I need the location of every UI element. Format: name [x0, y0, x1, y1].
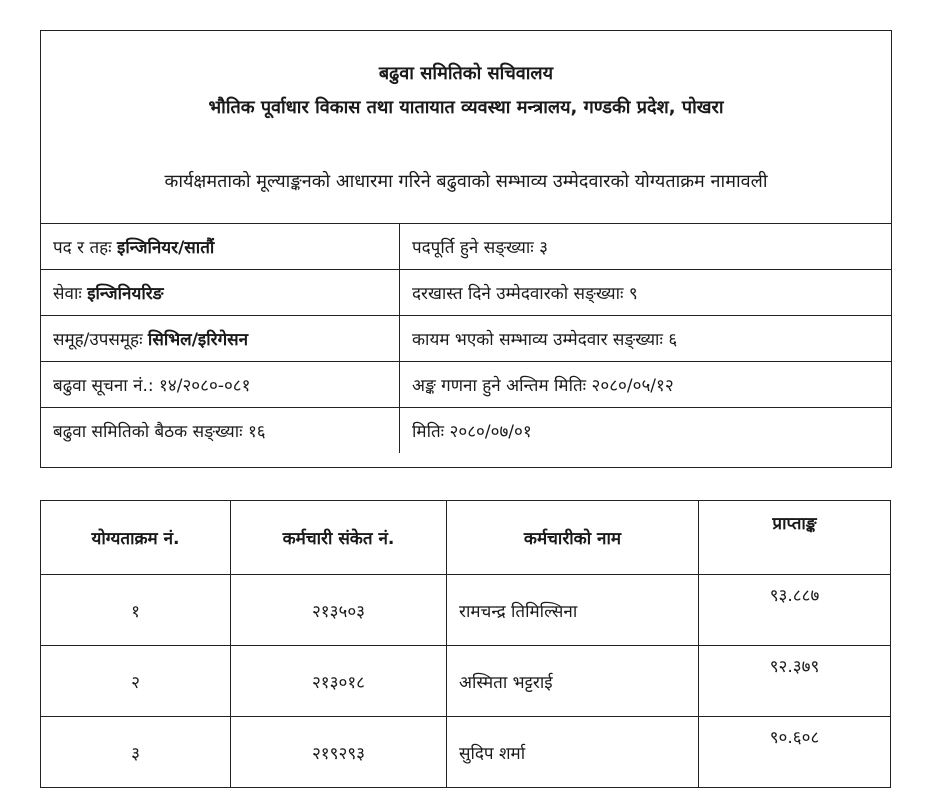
info-value: इन्जिनियर/सातौं: [117, 238, 215, 258]
info-cell-left: [41, 408, 400, 454]
info-label: बढुवा समितिको बैठक सङ्ख्याः: [53, 422, 243, 442]
info-value: ३: [539, 238, 548, 258]
document-description: कार्यक्षमताको मूल्याङ्कनको आधारमा गरिने बढुवाको सम्भाव्य उम्मेदवारको योग्यताक्रम नामावली: [164, 171, 768, 192]
info-cell-left: [41, 270, 400, 316]
info-cell-right: [400, 224, 892, 270]
cell-rank: २: [41, 646, 231, 717]
info-label: मितिः: [412, 422, 445, 442]
cell-employee-code: २१९२९३: [231, 717, 447, 788]
cell-rank: ३: [41, 717, 231, 788]
info-value: २०८०/०५/१२: [591, 376, 674, 396]
info-cell-left: [41, 224, 400, 270]
document-subtitle: भौतिक पूर्वाधार विकास तथा यातायात व्यवस्था मन्त्रालय, गण्डकी प्रदेश, पोखरा: [208, 97, 724, 118]
info-value: १६: [247, 422, 266, 442]
info-row: [41, 316, 891, 362]
cell-employee-name: सुदिप शर्मा: [447, 717, 699, 788]
info-label: दरखास्त दिने उम्मेदवारको सङ्ख्याः: [412, 284, 624, 304]
info-cell-right: [400, 408, 892, 454]
table-row: [41, 575, 891, 646]
cell-score: ९०.६०८: [699, 717, 891, 788]
info-label: बढुवा सूचना नं.:: [53, 376, 154, 396]
cell-employee-code: २१३५०३: [231, 575, 447, 646]
info-cell-right: [400, 316, 892, 362]
info-row: [41, 408, 891, 454]
info-value: सिभिल/इरिगेसन: [147, 330, 249, 350]
info-value: २०८०/०७/०१: [449, 422, 532, 442]
info-label: पद र तहः: [53, 238, 112, 258]
info-label: समूह/उपसमूहः: [53, 330, 143, 350]
header-employee-name: कर्मचारीको नाम: [447, 501, 699, 575]
info-cell-left: [41, 316, 400, 362]
header-score: प्राप्ताङ्क: [699, 501, 891, 575]
info-value: ९: [628, 284, 638, 304]
info-table: [41, 223, 891, 453]
info-row: [41, 362, 891, 408]
header-employee-code: कर्मचारी संकेत नं.: [231, 501, 447, 575]
info-label: अङ्क गणना हुने अन्तिम मितिः: [412, 376, 587, 396]
merit-list-table: [40, 500, 891, 788]
info-row: [41, 224, 891, 270]
info-value: १४/२०८०-०८१: [159, 376, 251, 396]
cell-employee-code: २१३०१८: [231, 646, 447, 717]
table-header-row: [41, 501, 891, 575]
header-rank: योग्यताक्रम नं.: [41, 501, 231, 575]
document-title: बढुवा समितिको सचिवालय: [378, 63, 554, 84]
info-row: [41, 270, 891, 316]
header-box: [40, 30, 892, 468]
cell-employee-name: रामचन्द्र तिमिल्सिना: [447, 575, 699, 646]
cell-score: ९२.३७९: [699, 646, 891, 717]
table-row: [41, 717, 891, 788]
info-cell-right: [400, 362, 892, 408]
info-label: सेवाः: [53, 284, 82, 304]
cell-score: ९३.८८७: [699, 575, 891, 646]
info-label: पदपूर्ति हुने सङ्ख्याः: [412, 238, 534, 258]
cell-employee-name: अस्मिता भट्टराई: [447, 646, 699, 717]
table-row: [41, 646, 891, 717]
info-cell-right: [400, 270, 892, 316]
info-label: कायम भएको सम्भाव्य उम्मेदवार सङ्ख्याः: [412, 330, 663, 350]
info-cell-left: [41, 362, 400, 408]
info-value: ६: [668, 330, 678, 350]
info-value: इन्जिनियरिङ: [87, 284, 164, 304]
cell-rank: १: [41, 575, 231, 646]
